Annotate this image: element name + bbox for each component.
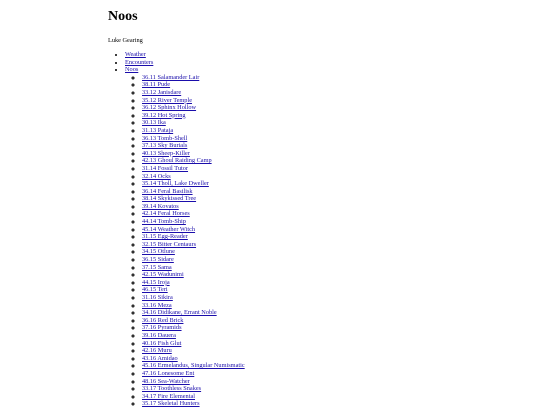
- noos-entry-link[interactable]: 45.14 Weather Witch: [142, 225, 196, 233]
- noos-entry-link[interactable]: 36.11 Salamander Lair: [142, 73, 200, 81]
- list-item: [142, 286, 528, 294]
- list-item: [142, 210, 528, 218]
- noos-entry-link[interactable]: 35.14 Tholl, Lake Dweller: [142, 180, 209, 188]
- list-item: [142, 135, 528, 143]
- page-content: [108, 0, 528, 408]
- noos-entry-link[interactable]: 33.16 Meza: [142, 301, 172, 309]
- noos-entry-link[interactable]: 44.15 Iroja: [142, 278, 170, 286]
- noos-entry-link[interactable]: 34.17 Fire Elemental: [142, 392, 195, 400]
- noos-entry-link[interactable]: 31.13 Pataja: [142, 126, 174, 134]
- list-item: [142, 203, 528, 211]
- list-item: [142, 97, 528, 105]
- page-title: Noos: [108, 9, 138, 24]
- list-item: [142, 188, 528, 196]
- list-item: [142, 355, 528, 363]
- noos-entry-link[interactable]: 39.14 Kovatos: [142, 202, 179, 210]
- noos-entry-link[interactable]: 42.15 Wadunimi: [142, 271, 184, 279]
- noos-entry-link[interactable]: 36.14 Feral Basilisk: [142, 187, 193, 195]
- nav-item-encounters: [125, 59, 528, 67]
- noos-entry-link[interactable]: 33.12 Janisdare: [142, 88, 182, 96]
- list-item: [142, 74, 528, 82]
- noos-entry-link[interactable]: 39.12 Hot Spring: [142, 111, 186, 119]
- noos-entry-link[interactable]: 38.14 Skykissed Tree: [142, 195, 197, 203]
- noos-entry-link[interactable]: 34.15 Otlune: [142, 248, 175, 256]
- nav-list: [108, 51, 528, 408]
- noos-entry-link[interactable]: 42.14 Feral Horses: [142, 210, 190, 218]
- list-item: [142, 218, 528, 226]
- noos-entry-link[interactable]: 33.17 Toothless Snakes: [142, 385, 202, 393]
- noos-entry-link[interactable]: 40.13 Sheep-Killer: [142, 149, 190, 157]
- list-item: [142, 112, 528, 120]
- list-item: [142, 127, 528, 135]
- list-item: [142, 264, 528, 272]
- author-name: Luke Gearing: [108, 37, 143, 44]
- noos-entry-link[interactable]: 38.11 Pude: [142, 81, 171, 89]
- noos-entry-link[interactable]: 35.17 Skeletal Hunters: [142, 400, 200, 408]
- noos-sublist: [125, 74, 528, 408]
- noos-entry-link[interactable]: 36.13 Tomb-Shell: [142, 134, 188, 142]
- noos-entry-link[interactable]: 39.16 Dauera: [142, 331, 176, 339]
- list-item: [142, 347, 528, 355]
- noos-entry-link[interactable]: 37.16 Pyramids: [142, 324, 182, 332]
- noos-entry-link[interactable]: 42.16 Muru: [142, 347, 172, 355]
- list-item: [142, 393, 528, 401]
- list-item: [142, 165, 528, 173]
- list-item: [142, 233, 528, 241]
- noos-entry-link[interactable]: 34.16 Didikane, Errant Noble: [142, 309, 217, 317]
- noos-link[interactable]: Noos: [125, 66, 139, 74]
- noos-entry-link[interactable]: 36.12 Sphinx Hollow: [142, 104, 197, 112]
- noos-entry-link[interactable]: 45.16 Ermelandus, Singular Numismatic: [142, 362, 245, 370]
- list-item: [142, 104, 528, 112]
- list-item: [142, 294, 528, 302]
- list-item: [142, 248, 528, 256]
- nav-item-weather: [125, 51, 528, 59]
- noos-entry-link[interactable]: 31.15 Egg-Reader: [142, 233, 188, 241]
- noos-entry-link[interactable]: 43.16 Amidao: [142, 354, 178, 362]
- noos-entry-link[interactable]: 48.16 Sea-Watcher: [142, 377, 190, 385]
- list-item: [142, 89, 528, 97]
- list-item: [142, 362, 528, 370]
- list-item: [142, 256, 528, 264]
- list-item: [142, 241, 528, 249]
- list-item: [142, 324, 528, 332]
- list-item: [142, 119, 528, 127]
- list-item: [142, 226, 528, 234]
- noos-entry-link[interactable]: 46.15 Teri: [142, 286, 168, 294]
- noos-entry-link[interactable]: 37.15 Sama: [142, 263, 172, 271]
- noos-entry-link[interactable]: 32.14 Ocks: [142, 172, 171, 180]
- noos-entry-link[interactable]: 47.16 Lonesome Ent: [142, 369, 195, 377]
- list-item: [142, 195, 528, 203]
- list-item: [142, 142, 528, 150]
- noos-entry-link[interactable]: 31.16 Sikira: [142, 294, 173, 301]
- noos-entry-link[interactable]: 42.13 Ghoul Raiding Camp: [142, 157, 212, 165]
- list-item: [142, 309, 528, 317]
- list-item: [142, 302, 528, 310]
- noos-entry-link[interactable]: 35.12 River Temple: [142, 96, 192, 104]
- list-item: [142, 180, 528, 188]
- list-item: [142, 81, 528, 89]
- list-item: [142, 385, 528, 393]
- noos-entry-link[interactable]: 32.15 Bitter Centaurs: [142, 240, 197, 248]
- list-item: [142, 279, 528, 287]
- noos-entry-link[interactable]: 31.14 Fossil Tutor: [142, 164, 189, 172]
- noos-entry-link[interactable]: 30.13 Ika: [142, 119, 166, 127]
- list-item: [142, 370, 528, 378]
- list-item: [142, 150, 528, 158]
- noos-entry-link[interactable]: 40.16 Fish Glut: [142, 339, 182, 347]
- encounters-link[interactable]: Encounters: [125, 58, 154, 66]
- list-item: [142, 400, 528, 408]
- noos-entry-link[interactable]: 44.14 Tomb-Ship: [142, 218, 186, 226]
- list-item: [142, 378, 528, 386]
- weather-link[interactable]: Weather: [125, 51, 146, 58]
- list-item: [142, 317, 528, 325]
- list-item: [142, 271, 528, 279]
- list-item: [142, 332, 528, 340]
- noos-entry-link[interactable]: 37.13 Sky Burials: [142, 142, 188, 150]
- list-item: [142, 157, 528, 165]
- nav-item-noos: [125, 66, 528, 408]
- list-item: [142, 340, 528, 348]
- noos-entry-link[interactable]: 36.15 Sidare: [142, 256, 174, 264]
- list-item: [142, 173, 528, 181]
- noos-entry-link[interactable]: 36.16 Red Brick: [142, 316, 184, 324]
